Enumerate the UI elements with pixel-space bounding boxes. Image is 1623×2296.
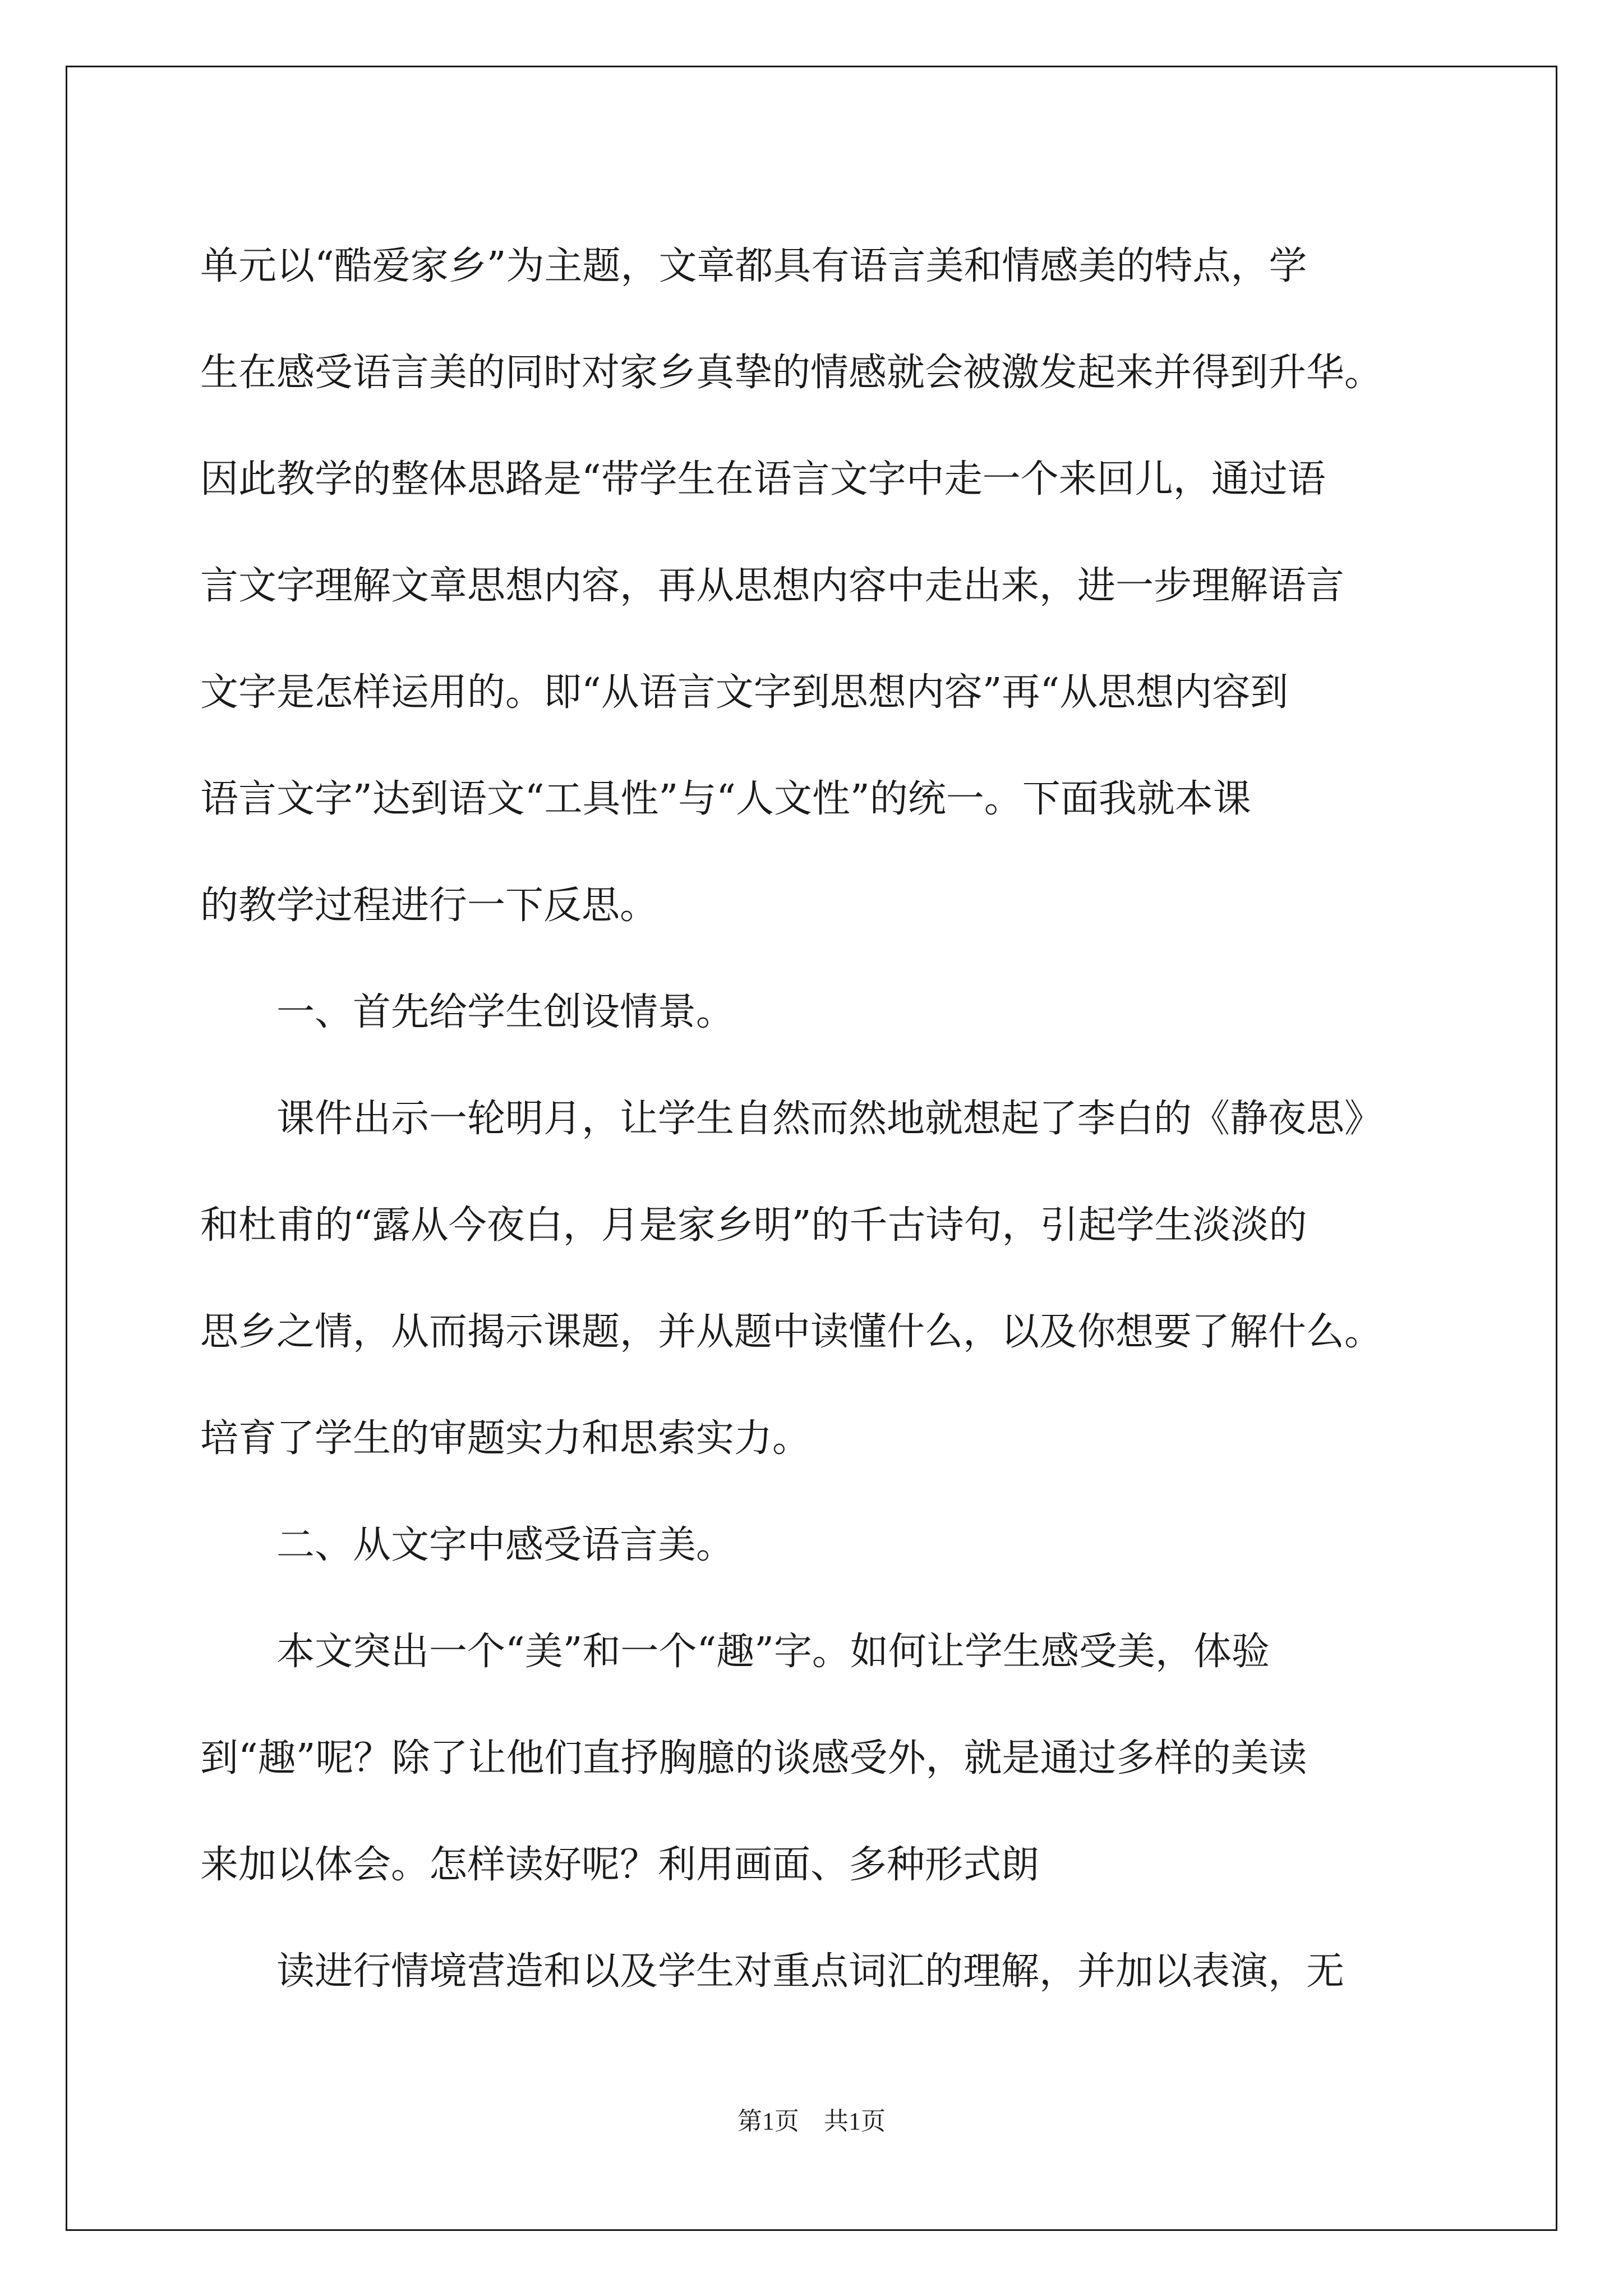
section-heading: 二、从文字中感受语言美。	[200, 1523, 735, 1567]
text-line: 读进行情境营造和以及学生对重点词汇的理解，并加以表演，无	[200, 1949, 1345, 1994]
text-line: 课件出示一轮明月，让学生自然而然地就想起了李白的《静夜思》	[200, 1097, 1383, 1141]
text-line: 文字是怎样运用的。即“从语言文字到思想内容”再“从思想内容到	[200, 670, 1289, 715]
text-line: 言文字理解文章思想内容，再从思想内容中走出来，进一步理解语言	[200, 564, 1345, 608]
page-footer: 第1页 共1页	[737, 2108, 886, 2135]
text-line: 培育了学生的审题实力和思索实力。	[200, 1416, 811, 1461]
text-line: 和杜甫的“露从今夜白，月是家乡明”的千古诗句，引起学生淡淡的	[200, 1203, 1307, 1248]
document-body	[200, 213, 1434, 2025]
text-line: 思乡之情，从而揭示课题，并从题中读懂什么，以及你想要了解什么。	[200, 1310, 1383, 1354]
text-line: 因此教学的整体思路是“带学生在语言文字中走一个来回儿，通过语	[200, 457, 1326, 501]
text-line: 单元以“酷爱家乡”为主题，文章都具有语言美和情感美的特点，学	[200, 244, 1307, 288]
text-line: 生在感受语言美的同时对家乡真挚的情感就会被激发起来并得到升华。	[200, 351, 1383, 395]
text-line: 到“趣”呢？除了让他们直抒胸臆的谈感受外，就是通过多样的美读	[200, 1736, 1307, 1780]
section-heading: 一、首先给学生创设情景。	[200, 990, 735, 1034]
text-line: 语言文字”达到语文“工具性”与“人文性”的统一。下面我就本课	[200, 777, 1251, 821]
text-line: 的教学过程进行一下反思。	[200, 884, 658, 928]
text-line: 来加以体会。怎样读好呢？利用画面、多种形式朗	[200, 1843, 1040, 1887]
text-line: 本文突出一个“美”和一个“趣”字。如何让学生感受美，体验	[200, 1630, 1270, 1674]
